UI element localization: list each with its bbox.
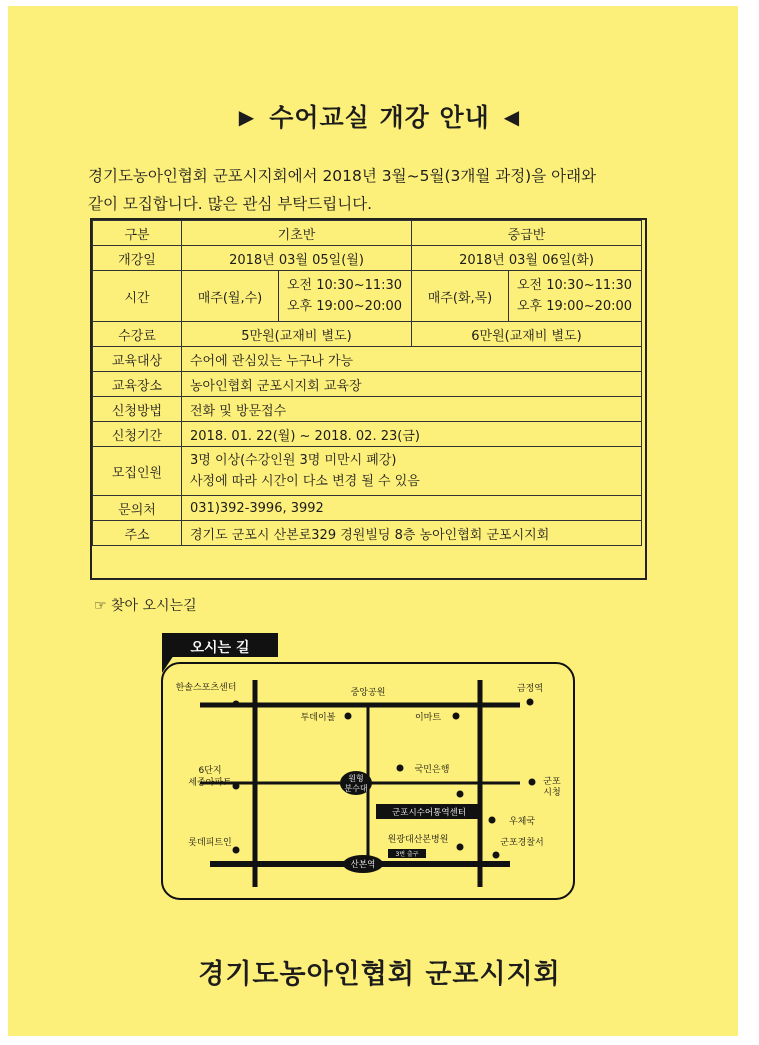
marker-emart bbox=[453, 713, 460, 720]
table-row-target bbox=[93, 347, 642, 372]
intro-line-1: 경기도농아인협회 군포시지회에서 2018년 3월~5월(3개월 과정)을 아래와 bbox=[88, 167, 597, 185]
label-sanbon: 산본역 bbox=[350, 860, 376, 870]
left-triangle-icon: ◀ bbox=[503, 105, 521, 129]
time-basic-pm: 오후 19:00~20:00 bbox=[287, 299, 403, 314]
start-intermediate: 2018년 03월 06일(화) bbox=[412, 246, 642, 271]
time-intermediate-am: 오전 10:30~11:30 bbox=[517, 278, 633, 293]
marker-hospital bbox=[457, 844, 464, 851]
label-center: 군포시수어통역센터 bbox=[392, 808, 466, 818]
header-label: 구분 bbox=[93, 221, 182, 246]
label-lotte: 롯데피트인 bbox=[188, 838, 232, 848]
label-wonhyung-2: 분수대 bbox=[344, 784, 368, 793]
table-row-contact bbox=[93, 496, 642, 521]
label-wonhyung-1: 원형 bbox=[348, 774, 364, 783]
label-city-hall-2: 시청 bbox=[543, 788, 561, 798]
header-intermediate: 중급반 bbox=[412, 221, 642, 246]
page-title bbox=[0, 98, 759, 134]
place-label: 교육장소 bbox=[93, 372, 182, 397]
method-label: 신청방법 bbox=[93, 397, 182, 422]
table-row-start bbox=[93, 246, 642, 271]
label-post: 우체국 bbox=[508, 817, 536, 827]
header-basic: 기초반 bbox=[182, 221, 412, 246]
table-row-recruit bbox=[93, 447, 642, 496]
recruit-value bbox=[182, 447, 642, 496]
label-danji6-1: 6단지 bbox=[198, 766, 222, 776]
label-exit: 3번 출구 bbox=[395, 851, 419, 858]
fee-basic: 5만원(교재비 별도) bbox=[182, 322, 412, 347]
time-basic-days: 매주(월,수) bbox=[182, 271, 279, 322]
period-label: 신청기간 bbox=[93, 422, 182, 447]
label-police: 군포경찰서 bbox=[500, 838, 544, 848]
right-triangle-icon: ▶ bbox=[238, 105, 256, 129]
table-row-time bbox=[93, 271, 642, 322]
recruit-line-1: 3명 이상(수강인원 3명 미만시 폐강) bbox=[190, 453, 397, 468]
fee-intermediate: 6만원(교재비 별도) bbox=[412, 322, 642, 347]
marker-geumjeong bbox=[527, 699, 534, 706]
method-value: 전화 및 방문접수 bbox=[182, 397, 642, 422]
title-text: 수어교실 개강 안내 bbox=[269, 103, 490, 132]
intro-paragraph bbox=[88, 162, 660, 218]
label-hansol: 한솔스포츠센터 bbox=[175, 683, 237, 693]
contact-label: 문의처 bbox=[93, 496, 182, 521]
intro-line-2: 같이 모집합니다. 많은 관심 부탁드립니다. bbox=[88, 195, 373, 213]
fee-label: 수강료 bbox=[93, 322, 182, 347]
time-label: 시간 bbox=[93, 271, 182, 322]
time-intermediate-hours bbox=[509, 271, 642, 322]
address-value: 경기도 군포시 산본로329 경원빌딩 8층 농아인협회 군포시지회 bbox=[182, 521, 642, 546]
marker-police bbox=[493, 852, 500, 859]
table-row-period bbox=[93, 422, 642, 447]
marker-lotte bbox=[233, 847, 240, 854]
time-intermediate-days: 매주(화,목) bbox=[412, 271, 509, 322]
table-row-place bbox=[93, 372, 642, 397]
table-row-address bbox=[93, 521, 642, 546]
label-hospital: 원광대산본병원 bbox=[387, 835, 449, 845]
label-central-park: 중앙공원 bbox=[350, 688, 386, 698]
label-geumjeong: 금정역 bbox=[516, 684, 544, 694]
marker-post bbox=[489, 817, 496, 824]
target-value: 수어에 관심있는 누구나 가능 bbox=[182, 347, 642, 372]
label-twoday: 투데이볼 bbox=[300, 713, 336, 723]
marker-hansol bbox=[233, 701, 240, 708]
marker-twoday bbox=[345, 713, 352, 720]
marker-city-hall bbox=[529, 779, 536, 786]
marker-danji6 bbox=[233, 783, 240, 790]
directions-map bbox=[150, 625, 580, 910]
marker-center bbox=[457, 791, 464, 798]
start-label: 개강일 bbox=[93, 246, 182, 271]
start-basic: 2018년 03월 05일(월) bbox=[182, 246, 412, 271]
contact-value: 031)392-3996, 3992 bbox=[182, 496, 642, 521]
banner-text: 오시는 길 bbox=[190, 640, 250, 656]
label-danji6-2: 세종아파트 bbox=[188, 778, 232, 788]
marker-kookmin bbox=[397, 765, 404, 772]
time-intermediate-pm: 오후 19:00~20:00 bbox=[517, 299, 633, 314]
recruit-label: 모집인원 bbox=[93, 447, 182, 496]
label-emart: 이마트 bbox=[414, 713, 442, 723]
class-info-table bbox=[92, 220, 642, 546]
table-row-header bbox=[93, 221, 642, 246]
organization-footer: 경기도농아인협회 군포시지회 bbox=[198, 959, 561, 990]
directions-label: ☞ 찾아 오시는길 bbox=[94, 598, 197, 614]
period-value: 2018. 01. 22(월) ~ 2018. 02. 23(금) bbox=[182, 422, 642, 447]
time-basic-hours bbox=[279, 271, 412, 322]
place-value: 농아인협회 군포시지회 교육장 bbox=[182, 372, 642, 397]
label-city-hall-1: 군포 bbox=[543, 777, 561, 787]
table-row-fee bbox=[93, 322, 642, 347]
time-basic-am: 오전 10:30~11:30 bbox=[287, 278, 403, 293]
table-row-method bbox=[93, 397, 642, 422]
label-kookmin: 국민은행 bbox=[414, 765, 450, 775]
target-label: 교육대상 bbox=[93, 347, 182, 372]
address-label: 주소 bbox=[93, 521, 182, 546]
recruit-line-2: 사정에 따라 시간이 다소 변경 될 수 있음 bbox=[190, 474, 420, 489]
